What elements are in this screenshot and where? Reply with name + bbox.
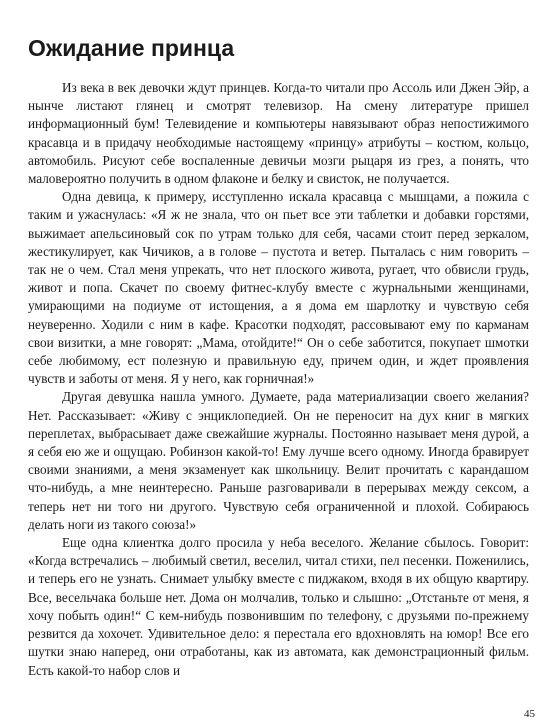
- chapter-title: Ожидание принца: [28, 35, 235, 61]
- paragraph-4: Еще одна клиентка долго просила у неба веселого. Желание сбылось. Говорит: «Когда встречались – любимый светил, веселил, читал стихи, пел песенки. Поженились, и теперь его не узнать. Снимает улыбку вместе с пиджаком, входя в их общую квартиру. Все, весельчака больше нет. Дома он молчалив, только и слышно: „Отстаньте от меня, я хочу побыть один!“ С кем-нибудь позвонившим по телефону, с друзьями по-прежнему резвится да хохочет. Удивительное дело: я перестала его вдохновлять на юмор! Все его шутки знаю наперед, они отработаны, как из автомата, как демонстрационный фильм. Есть какой-то набор слов и: [28, 535, 529, 678]
- paragraph-2: Одна девица, к примеру, исступленно искала красавца с мышцами, а пожила с таким и ужаснулась: «Я ж не знала, что он пьет все эти таблетки и добавки горстями, выжимает апельсиновый сок по утрам только для себя, часами стоит перед зеркалом, жестикулирует, как Чичиков, а в голове – пустота и ветер. Пыталась с ним говорить – так не о чем. Стал меня упрекать, что нет плоского живота, ругает, что обвисли грудь, живот и попа. Скачет по своему фитнес-клубу вместе с журнальными женщинами, умирающими на подиуме от истощения, а я дома ем шарлотку и чувствую себя неуверенно. Ходили с ним в кафе. Красотки подходят, рассовывают ему по карманам свои визитки, а мне говорят: „Мама, отойдите!“ Он о себе заботится, покупает шмотки себе любимому, ест полезную и правильную еду, причем один, и ждет проявления чувств и заботы от меня. Я у него, как горничная!»: [28, 189, 529, 387]
- paragraph-1: Из века в век девочки ждут принцев. Когда-то читали про Ассоль или Джен Эйр, а нынче листают глянец и смотрят телевизор. На смену литературе пришел информационный бум! Телевидение и компьютеры навязывают образ непостижимого красавца и в придачу необходимые настоящему «принцу» атрибуты – костюм, кольцо, автомобиль. Рисуют себе воспаленные девичьи мозги рыцаря из грез, а понять, что маловероятно получить в одном флаконе и белку и свисток, не получается.: [28, 80, 529, 187]
- page-number: 45: [524, 708, 535, 720]
- paragraph-3: Другая девушка нашла умного. Думаете, рада материализации своего желания? Нет. Рассказывает: «Живу с энциклопедией. Он не переносит на дух книг в мягких переплетах, выбрасывает даже свежайшие журналы. Постоянно называет меня дурой, а я себя ею же и ощущаю. Робинзон какой-то! Ему лучше всего одному. Иногда бравирует своими знаниями, а меня экзаменует как школьницу. Велит прочитать с карандашом что-нибудь, а мне неинтересно. Раньше разговаривали в перерывах между сексом, а теперь нет ни того ни другого. Чувствую себя ограниченной и плохой. Собираюсь делать ноги из такого союза!»: [28, 389, 529, 532]
